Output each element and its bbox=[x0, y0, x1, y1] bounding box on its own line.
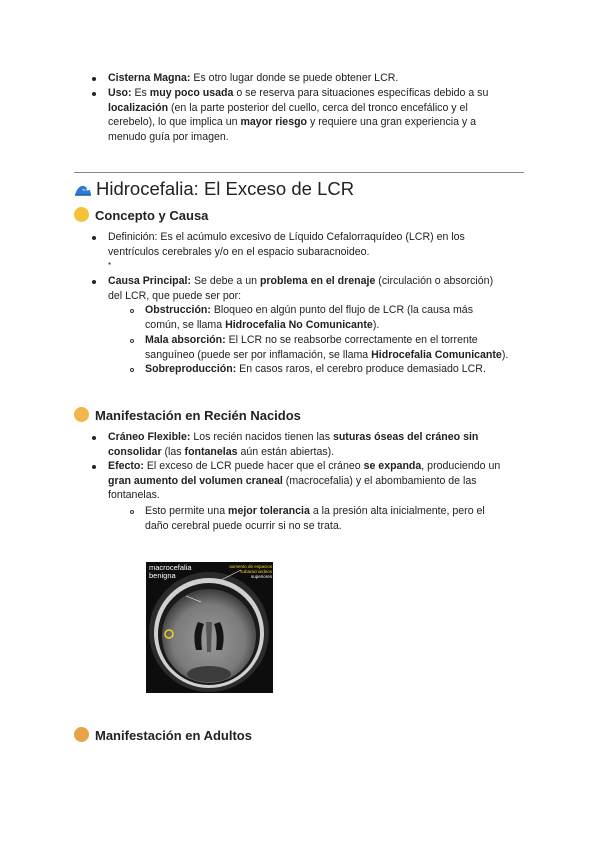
subsection-heading: Manifestación en Recién Nacidos bbox=[74, 407, 301, 423]
sub-bullet bbox=[130, 309, 134, 313]
baby-icon bbox=[74, 407, 89, 422]
sub-bullet bbox=[130, 339, 134, 343]
wave-icon bbox=[74, 180, 92, 196]
sub-list-item: Mala absorción: El LCR no se reabsorbe correctamente en el torrente sanguíneo (puede ser por inflamación, se llama Hidrocefalia Comunicante). bbox=[145, 334, 509, 361]
subsection-heading: Concepto y Causa bbox=[74, 207, 208, 223]
stray-mark: * bbox=[108, 261, 112, 270]
sub-list-item: Esto permite una mejor tolerancia a la presión alta inicialmente, pero el daño cerebral puede ocurrir si no se trata. bbox=[145, 505, 485, 532]
bullet bbox=[92, 92, 96, 96]
divider bbox=[74, 172, 524, 173]
bullet bbox=[92, 436, 96, 440]
bullet bbox=[92, 465, 96, 469]
list-item: Efecto: El exceso de LCR puede hacer que el cráneo se expanda, produciendo un gran aumento del volumen craneal (macrocefalia) y el abombamiento de las fontanelas. bbox=[108, 460, 501, 502]
list-item: Cráneo Flexible: Los recién nacidos tienen las suturas óseas del cráneo sin consolidar (las fontanelas aún están abiertas). bbox=[108, 431, 479, 458]
person-icon bbox=[74, 727, 89, 742]
sub-bullet bbox=[130, 510, 134, 514]
list-item: Cisterna Magna: Es otro lugar donde se puede obtener LCR. bbox=[108, 72, 399, 84]
list-item: Uso: Es muy poco usada o se reserva para situaciones específicas debido a su localización (en la parte posterior del cuello, cerca del tronco encefálico y el cerebelo), lo que implica un mayor riesgo y requiere una gran experiencia y a menudo guía por imagen. bbox=[108, 87, 489, 144]
bullet bbox=[92, 236, 96, 240]
sub-list-item: Sobreproducción: En casos raros, el cerebro produce demasiado LCR. bbox=[145, 363, 486, 375]
sub-list-item: Obstrucción: Bloqueo en algún punto del flujo de LCR (la causa más común, se llama Hidrocefalia No Comunicante). bbox=[145, 304, 473, 331]
sub-bullet bbox=[130, 368, 134, 372]
subsection-heading: Manifestación en Adultos bbox=[74, 727, 252, 743]
mri-image bbox=[146, 562, 273, 693]
section-title: Hidrocefalia: El Exceso de LCR bbox=[74, 178, 354, 200]
bullet bbox=[92, 77, 96, 81]
image-label: macrocefalia benigna bbox=[149, 563, 192, 580]
list-item: Definición: Es el acúmulo excesivo de Líquido Cefalorraquídeo (LCR) en los ventrículos cerebrales y/o en el espacio subaracnoideo. bbox=[108, 231, 465, 258]
bullet bbox=[92, 280, 96, 284]
list-item: Causa Principal: Se debe a un problema en el drenaje (circulación o absorción) del LCR, que puede ser por: bbox=[108, 275, 494, 302]
image-annotation: aumento de espacios subaracnoideos superiores bbox=[229, 564, 272, 579]
thinking-face-icon bbox=[74, 207, 89, 222]
